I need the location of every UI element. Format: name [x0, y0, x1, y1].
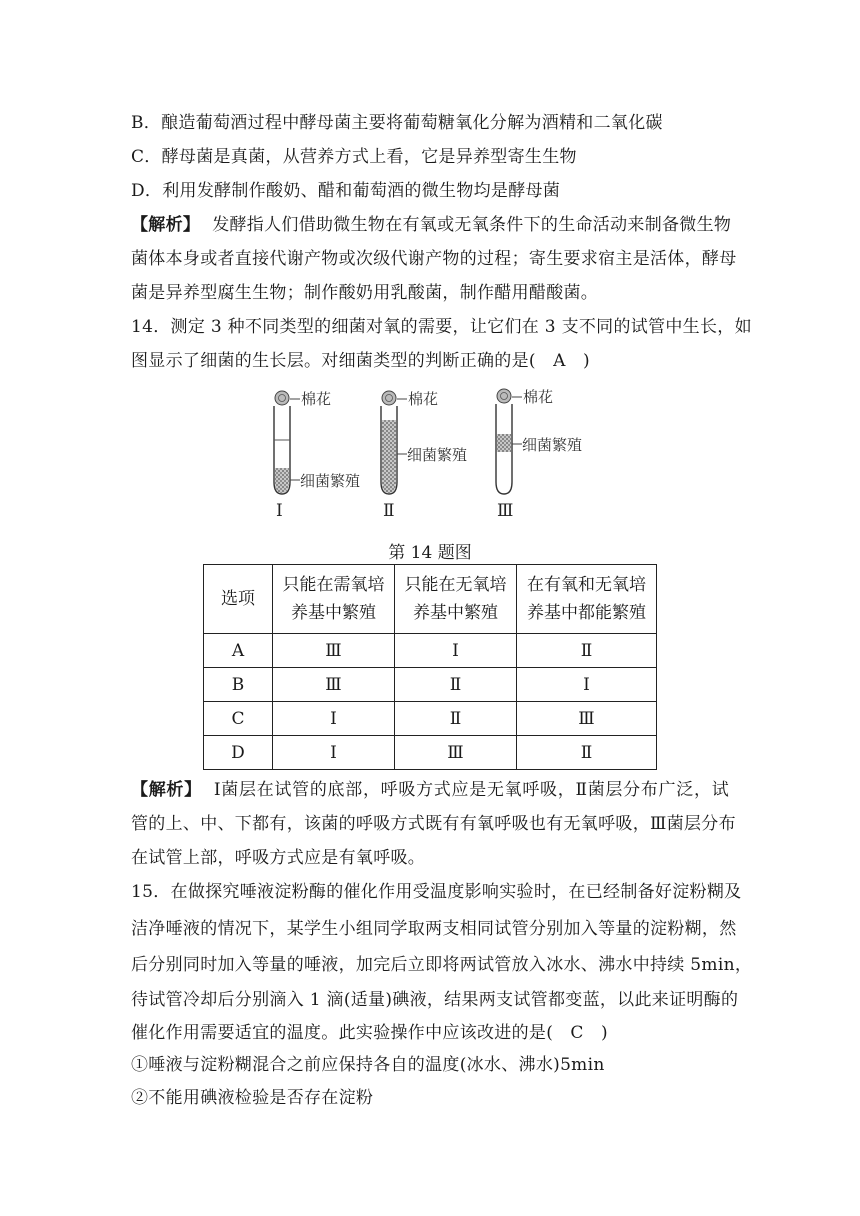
analysis-13-line-3: 菌是异养型腐生生物；制作酸奶用乳酸菌，制作醋用醋酸菌。 — [131, 283, 599, 303]
label-cotton-3: 棉花 — [523, 388, 554, 406]
analysis-tag: 【解析】 — [131, 215, 201, 235]
option-d: D．利用发酵制作酸奶、醋和葡萄酒的微生物均是酵母菌 — [131, 181, 561, 201]
question-15-line-5: 催化作用需要适宜的温度。此实验操作中应该改进的是( C ) — [131, 1023, 608, 1043]
table-row: C Ⅰ Ⅱ Ⅲ — [204, 702, 657, 736]
analysis-14-line-2: 管的上、中、下都有，该菌的呼吸方式既有有氧呼吸也有无氧呼吸，Ⅲ菌层分布 — [131, 814, 736, 834]
label-growth-3: 细菌繁殖 — [522, 436, 583, 454]
header-anaerobic: 只能在无氧培 养基中繁殖 — [395, 565, 517, 634]
question-15-line-1: 15．在做探究唾液淀粉酶的催化作用受温度影响实验时，在已经制备好淀粉糊及 — [131, 882, 742, 902]
tube-number-1: Ⅰ — [276, 501, 283, 521]
table-row: D Ⅰ Ⅲ Ⅱ — [204, 736, 657, 770]
label-cotton-1: 棉花 — [301, 390, 332, 408]
question-15-line-4: 待试管冷却后分别滴入 1 滴(适量)碘液，结果两支试管都变蓝，以此来证明酶的 — [131, 990, 739, 1010]
question-15-item-2: ②不能用碘液检验是否存在淀粉 — [131, 1088, 374, 1108]
label-cotton-2: 棉花 — [408, 390, 439, 408]
analysis-13-line-2: 菌体本身或者直接代谢产物或次级代谢产物的过程；寄生要求宿主是活体，酵母 — [131, 249, 737, 269]
figure-caption: 第 14 题图 — [388, 543, 472, 563]
table-header-row — [204, 565, 657, 634]
header-aerobic: 只能在需氧培 养基中繁殖 — [273, 565, 395, 634]
option-c: C．酵母菌是真菌，从营养方式上看，它是异养型寄生生物 — [131, 147, 577, 167]
question-15-line-3: 后分别同时加入等量的唾液，加完后立即将两试管放入冰水、沸水中持续 5min， — [131, 955, 753, 975]
tube-number-3: Ⅲ — [497, 501, 514, 521]
question-14-line-1: 14．测定 3 种不同类型的细菌对氧的需要，让它们在 3 支不同的试管中生长，如 — [131, 317, 752, 337]
analysis-13-line-1: 【解析】 发酵指人们借助微生物在有氧或无氧条件下的生命活动来制备微生物 — [131, 215, 732, 235]
test-tube-diagram — [262, 382, 602, 522]
option-b: B．酿造葡萄酒过程中酵母菌主要将葡萄糖氧化分解为酒精和二氧化碳 — [131, 113, 663, 133]
table-row: B Ⅲ Ⅱ Ⅰ — [204, 668, 657, 702]
analysis-tag: 【解析】 — [131, 780, 202, 800]
label-growth-2: 细菌繁殖 — [407, 446, 468, 464]
analysis-14-line-1: 【解析】 Ⅰ菌层在试管的底部，呼吸方式应是无氧呼吸，Ⅱ菌层分布广泛，试 — [131, 780, 729, 800]
header-option: 选项 — [204, 565, 273, 634]
test-tube-3 — [496, 389, 522, 494]
question-14-line-2: 图显示了细菌的生长层。对细菌类型的判断正确的是( A ) — [131, 351, 590, 371]
test-tube-2 — [381, 391, 407, 494]
header-facultative: 在有氧和无氧培 养基中都能繁殖 — [517, 565, 657, 634]
tube-number-2: Ⅱ — [383, 501, 395, 521]
analysis-14-line-3: 在试管上部，呼吸方式应是有氧呼吸。 — [131, 848, 426, 868]
question-15-item-1: ①唾液与淀粉糊混合之前应保持各自的温度(冰水、沸水)5min — [131, 1055, 605, 1075]
answer-table — [203, 564, 657, 770]
test-tube-1 — [274, 391, 300, 494]
table-row: A Ⅲ Ⅰ Ⅱ — [204, 634, 657, 668]
question-15-line-2: 洁净唾液的情况下，某学生小组同学取两支相同试管分别加入等量的淀粉糊，然 — [131, 919, 737, 939]
label-growth-1: 细菌繁殖 — [300, 472, 361, 490]
test-tube-figure — [262, 382, 602, 522]
